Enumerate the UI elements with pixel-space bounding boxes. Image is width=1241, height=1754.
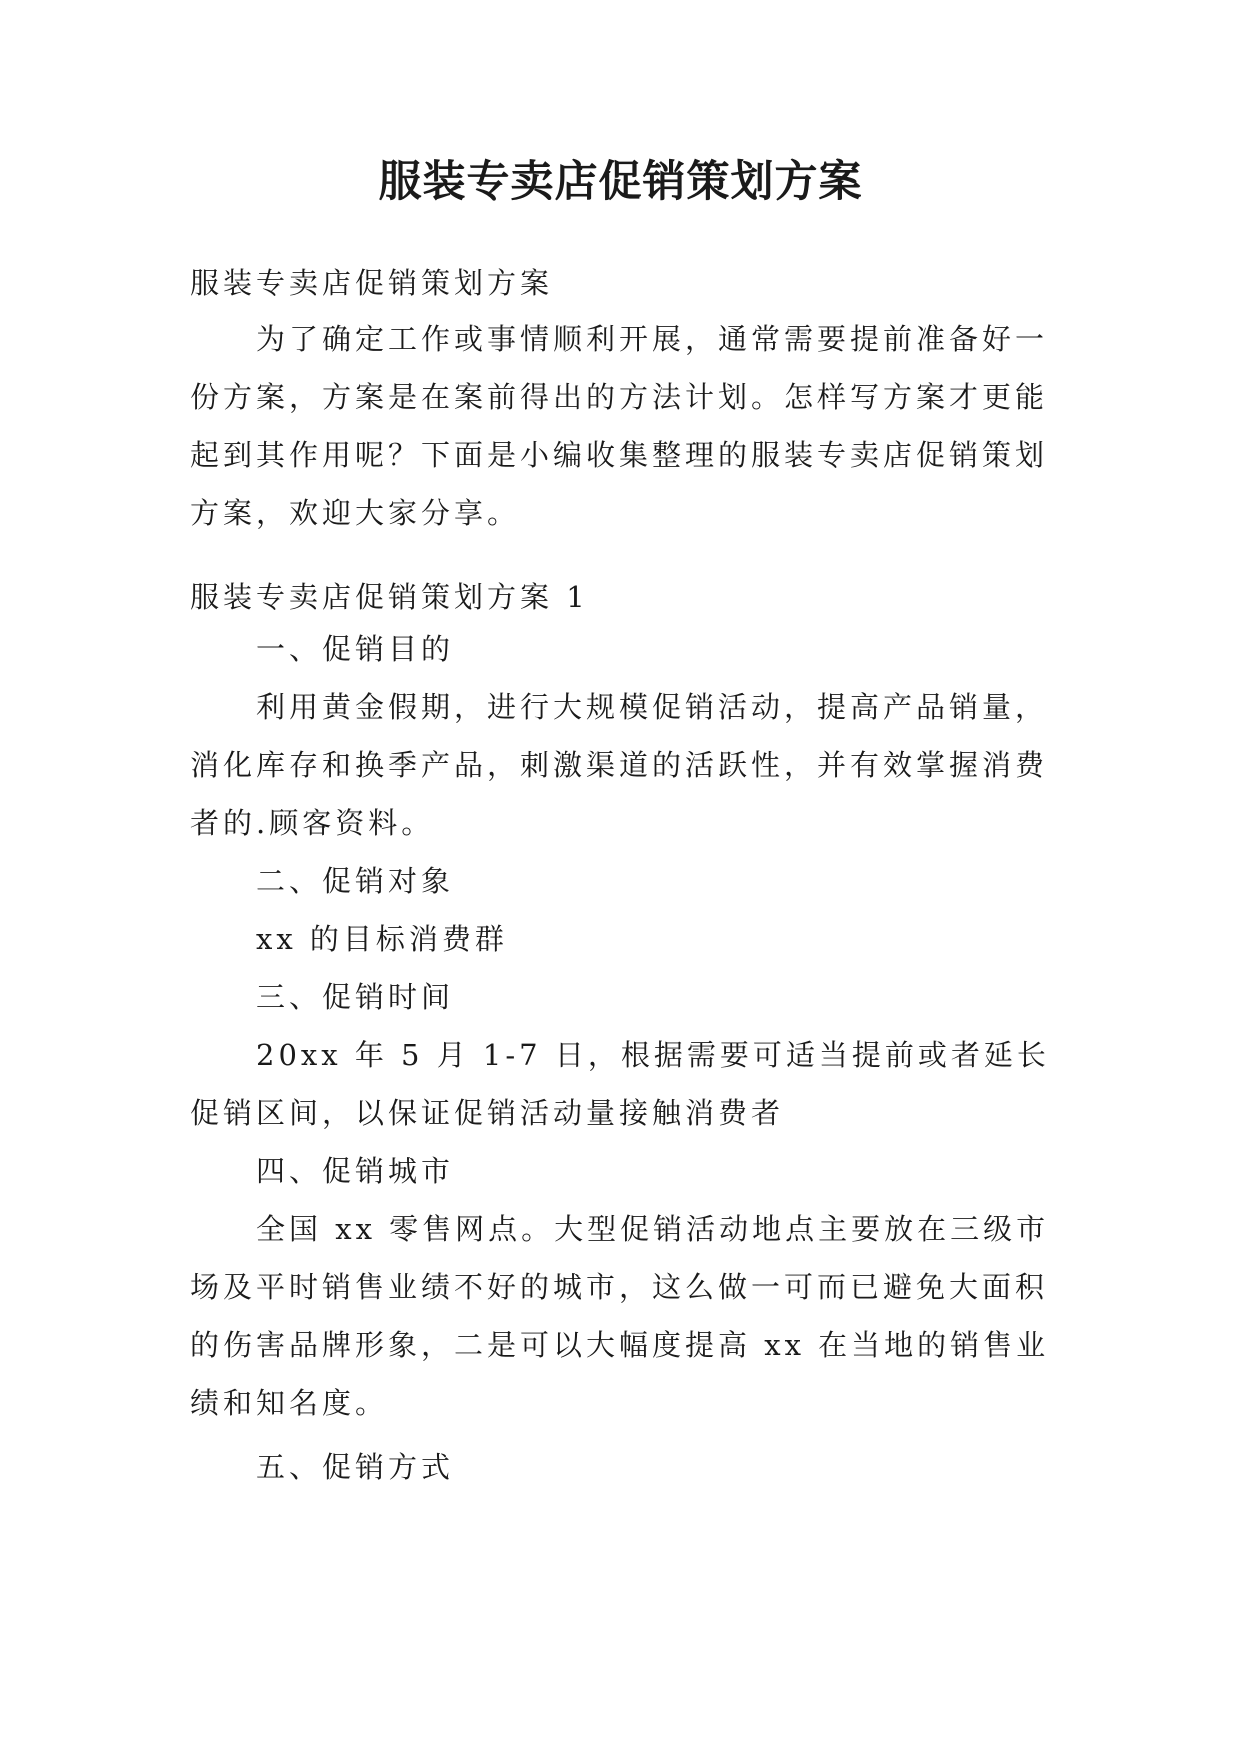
intro-paragraph (190, 310, 1070, 542)
paragraph-target: xx 的目标消费群 (256, 922, 508, 956)
heading-purpose: 一、促销目的 (256, 632, 455, 666)
heading-target: 二、促销对象 (256, 864, 455, 898)
section-body (190, 620, 1070, 1496)
paragraph-time: 20xx 年 5 月 1-7 日，根据需要可适当提前或者延长促销区间，以保证促销活动量接触消费者 (190, 1038, 1050, 1130)
document-title: 服装专卖店促销策划方案 (378, 157, 863, 207)
heading-city: 四、促销城市 (256, 1154, 455, 1188)
paragraph-purpose: 利用黄金假期，进行大规模促销活动，提高产品销量，消化库存和换季产品，刺激渠道的活跃性，并有效掌握消费者的.顾客资料。 (190, 690, 1049, 840)
heading-time: 三、促销时间 (256, 980, 455, 1014)
document-subtitle: 服装专卖店促销策划方案 (190, 266, 554, 300)
intro-text: 为了确定工作或事情顺利开展，通常需要提前准备好一份方案，方案是在案前得出的方法计划。怎样写方案才更能起到其作用呢？下面是小编收集整理的服装专卖店促销策划方案，欢迎大家分享。 (190, 322, 1049, 530)
heading-method: 五、促销方式 (256, 1450, 455, 1484)
section-title: 服装专卖店促销策划方案 1 (190, 580, 589, 614)
paragraph-city: 全国 xx 零售网点。大型促销活动地点主要放在三级市场及平时销售业绩不好的城市，这么做一可而已避免大面积的伤害品牌形象，二是可以大幅度提高 xx 在当地的销售业绩和知名度。 (190, 1212, 1050, 1420)
